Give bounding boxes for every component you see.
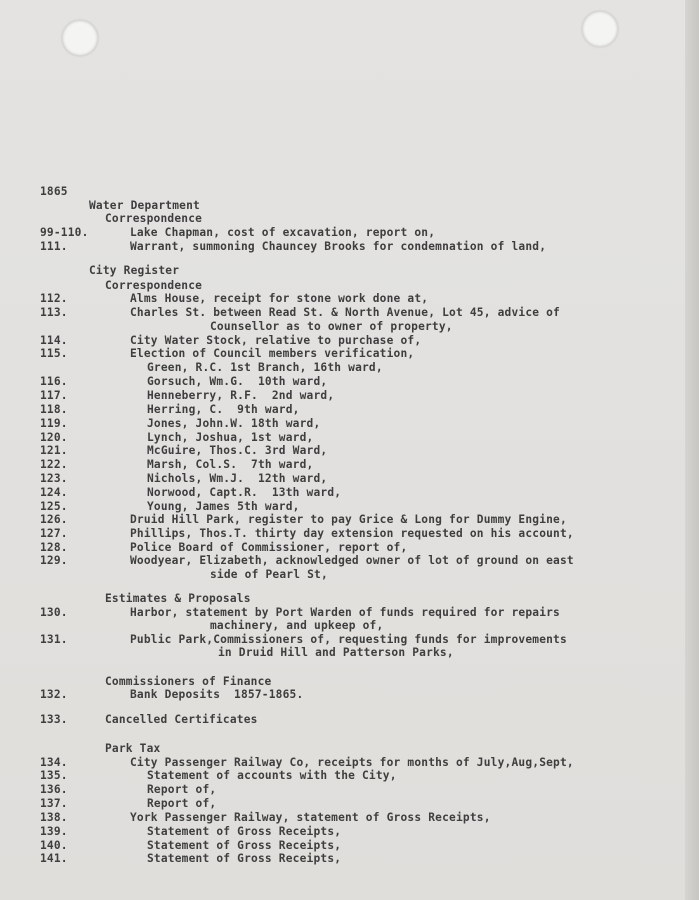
entry-text: Election of Council members verification, xyxy=(130,347,415,360)
entry-number: 124. xyxy=(40,486,68,499)
entry-number: 117. xyxy=(40,389,68,402)
entry-text: Warrant, summoning Chauncey Brooks for condemnation of land, xyxy=(130,240,547,253)
entry-number: 135. xyxy=(40,769,68,782)
entry-text: Jones, John.W. 18th ward, xyxy=(147,417,321,430)
entry-text: Lake Chapman, cost of excavation, report on, xyxy=(130,226,436,239)
entry-text: Statement of accounts with the City, xyxy=(147,769,397,782)
entry-text: McGuire, Thos.C. 3rd Ward, xyxy=(147,444,328,457)
entry-number: 116. xyxy=(40,375,68,388)
entry-text: Statement of Gross Receipts, xyxy=(147,852,342,865)
entry-text: Police Board of Commissioner, report of, xyxy=(130,541,408,554)
entry-text: Marsh, Col.S. 7th ward, xyxy=(147,458,314,471)
entry-number: 132. xyxy=(40,688,68,701)
heading-text: Commissioners of Finance xyxy=(105,675,272,688)
entry-number: 112. xyxy=(40,292,68,305)
entry-number: 133. xyxy=(40,713,68,726)
entry-number: 126. xyxy=(40,513,68,526)
entry-text: Young, James 5th ward, xyxy=(147,500,300,513)
entry-text: Herring, C. 9th ward, xyxy=(147,403,300,416)
heading-text: City Register xyxy=(89,264,180,277)
entry-number: 113. xyxy=(40,306,68,319)
entry-text: Report of, xyxy=(147,783,217,796)
entry-text: Gorsuch, Wm.G. 10th ward, xyxy=(147,375,328,388)
heading-text: Water Department xyxy=(89,199,200,212)
heading-text: Estimates & Proposals xyxy=(105,592,251,605)
entry-text: Report of, xyxy=(147,797,217,810)
entry-number: 119. xyxy=(40,417,68,430)
entry-text: Harbor, statement by Port Warden of funds required for repairs xyxy=(130,606,560,619)
entry-number: 129. xyxy=(40,554,68,567)
entry-text: Statement of Gross Receipts, xyxy=(147,825,342,838)
entry-text: Druid Hill Park, register to pay Grice & Long for Dummy Engine, xyxy=(130,513,567,526)
heading-text: Correspondence xyxy=(105,212,203,225)
entry-number: 127. xyxy=(40,527,68,540)
entry-number: 130. xyxy=(40,606,68,619)
entry-text: York Passenger Railway, statement of Gross Receipts, xyxy=(130,811,491,824)
heading-text: side of Pearl St, xyxy=(210,568,328,581)
entry-number: 134. xyxy=(40,756,68,769)
entry-text: Charles St. between Read St. & North Avenue, Lot 45, advice of xyxy=(130,306,560,319)
heading-text: Correspondence xyxy=(105,279,203,292)
entry-text: Norwood, Capt.R. 13th ward, xyxy=(147,486,342,499)
punch-hole-right xyxy=(582,11,618,47)
heading-text: machinery, and upkeep of, xyxy=(210,619,384,632)
entry-text: City Passenger Railway Co, receipts for months of July,Aug,Sept, xyxy=(130,756,574,769)
entry-number: 118. xyxy=(40,403,68,416)
entry-text: Bank Deposits 1857-1865. xyxy=(130,688,304,701)
entry-text: Statement of Gross Receipts, xyxy=(147,839,342,852)
punch-hole-left xyxy=(62,20,98,56)
entry-text: Henneberry, R.F. 2nd ward, xyxy=(147,389,335,402)
entry-number: 123. xyxy=(40,472,68,485)
entry-number: 120. xyxy=(40,431,68,444)
entry-text: Public Park,Commissioners of, requesting funds for improvements xyxy=(130,633,567,646)
entry-number: 137. xyxy=(40,797,68,810)
entry-number: 136. xyxy=(40,783,68,796)
entry-number: 128. xyxy=(40,541,68,554)
entry-text: Alms House, receipt for stone work done at, xyxy=(130,292,429,305)
entry-number: 111. xyxy=(40,240,68,253)
heading-text: Green, R.C. 1st Branch, 16th ward, xyxy=(147,361,383,374)
entry-number: 99-110. xyxy=(40,226,89,239)
page-edge xyxy=(685,0,699,900)
entry-number: 115. xyxy=(40,347,68,360)
heading-text: Counsellor as to owner of property, xyxy=(210,320,453,333)
entry-number: 114. xyxy=(40,334,68,347)
entry-number: 140. xyxy=(40,839,68,852)
entry-number: 141. xyxy=(40,852,68,865)
heading-text: in Druid Hill and Patterson Parks, xyxy=(218,646,454,659)
entry-text: Woodyear, Elizabeth, acknowledged owner of lot of ground on east xyxy=(130,554,574,567)
entry-number: 121. xyxy=(40,444,68,457)
entry-number: 125. xyxy=(40,500,68,513)
entry-number: 138. xyxy=(40,811,68,824)
entry-text: Lynch, Joshua, 1st ward, xyxy=(147,431,314,444)
heading-text: Park Tax xyxy=(105,742,161,755)
entry-text: Phillips, Thos.T. thirty day extension requested on his account, xyxy=(130,527,574,540)
entry-text: Cancelled Certificates xyxy=(105,713,258,726)
entry-number: 139. xyxy=(40,825,68,838)
entry-text: Nichols, Wm.J. 12th ward, xyxy=(147,472,328,485)
entry-number: 131. xyxy=(40,633,68,646)
entry-number: 122. xyxy=(40,458,68,471)
heading-text: 1865 xyxy=(40,185,68,198)
entry-text: City Water Stock, relative to purchase of, xyxy=(130,334,422,347)
